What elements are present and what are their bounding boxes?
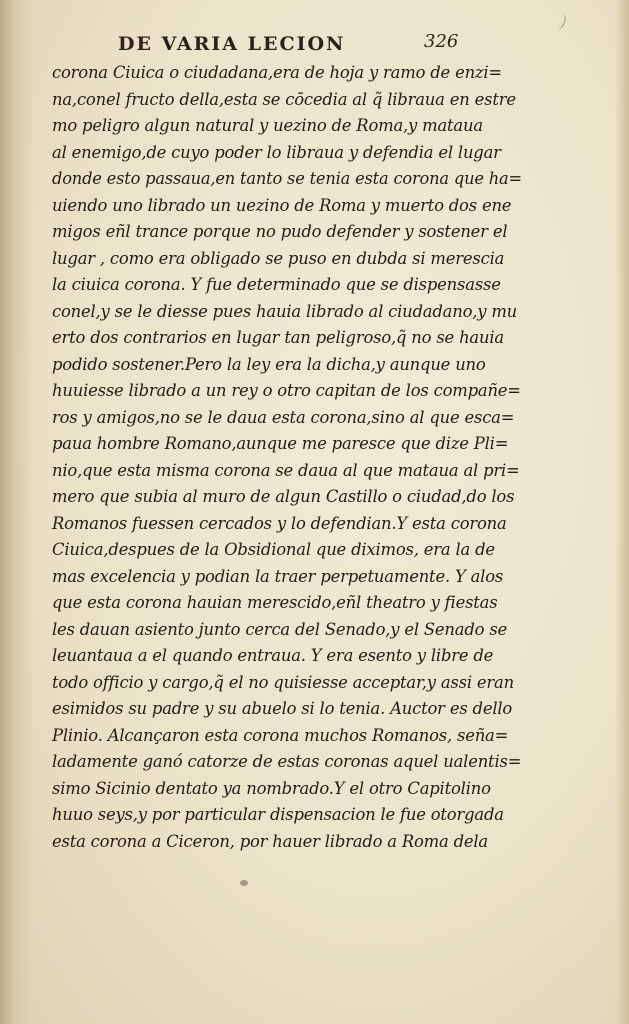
text-line: Plinio. Alcançaron esta corona muchos Romanos, seña=	[52, 725, 509, 745]
text-line: ladamente ganó catorze de estas coronas aquel ualentis=	[52, 752, 522, 771]
body-text	[52, 60, 522, 855]
text-line: na,conel fructo della,esta se cōcedia al q̃ librauа en estre	[52, 89, 516, 109]
page-header	[118, 33, 498, 59]
text-line: donde esto passaua,en tanto se tenia esta corona que ha=	[52, 169, 522, 188]
text-line: al enemigo,de cuyo poder lo librauа y defendia el lugar	[52, 142, 501, 162]
text-line: todo officio y cargo,q̃ el no quisiesse acceptar,y assi eran	[52, 672, 514, 692]
text-line: podido sostener.Pero la ley era la dicha,y aunque uno	[52, 354, 486, 374]
text-line: ros y amigos,no se le daua esta corona,sino al que esca=	[52, 407, 515, 427]
text-line: esimidos su padre y su abuelo si lo tenia. Auctor es dello	[52, 699, 513, 718]
text-line: esta corona a Ciceron, por hauer librado a Roma dela	[52, 831, 489, 851]
text-line: simo Sicinio dentato ya nombrado.Y el otro Capitolino	[52, 778, 491, 798]
text-line: migos eñl trance porque no pudo defender y sostener el	[52, 222, 508, 241]
text-line: les dauan asiento junto cerca del Senado,y el Senado se	[52, 619, 508, 639]
page-number: 326	[424, 31, 459, 52]
text-line: conel,y se le diesse pues hauia librado al ciudadano,y mu	[52, 301, 518, 321]
text-line: leuantaua a el quando entraua. Y era esento y libre de	[52, 646, 494, 665]
text-line: Romanos fuessen cercados y lo defendian.Y esta corona	[52, 513, 507, 533]
text-line: erto dos contrarios en lugar tan peligroso,q̃ no se hauia	[52, 328, 504, 347]
text-line: huuiesse librado a un rey o otro capitan de los compañe=	[52, 381, 521, 400]
text-line: Ciuica,despues de la Obsidional que diximos, era la de	[52, 540, 495, 559]
text-line: nio,que esta misma corona se daua al que mataua al pri=	[52, 460, 520, 480]
text-line: mero que subia al muro de algun Castillo o ciudad,do los	[52, 487, 515, 506]
text-line: paua hombre Romano,aunque me paresce que dize Pli=	[52, 434, 509, 453]
text-line: la ciuica corona. Y fue determinado que se dispensasse	[52, 275, 501, 294]
ink-blot	[240, 880, 248, 886]
pen-mark	[551, 11, 567, 32]
text-line: que esta corona hauian merescido,eñl theatro y fiestas	[52, 593, 498, 612]
running-title: DE VARIA LECION	[118, 33, 346, 55]
text-line: mas excelencia y podian la traer perpetuamente. Y alos	[52, 566, 504, 586]
text-line: corona Ciuica o ciudadana,era de hoja y ramo de enzi=	[52, 63, 502, 82]
text-line: lugar , como era obligado se puso en dubda si merescia	[52, 248, 505, 268]
text-line: huuo seys,y por particular dispensacion le fue otorgada	[52, 805, 504, 824]
text-line: mo peligro algun natural y uezino de Roma,y mataua	[52, 116, 483, 135]
text-line: uiendo uno librado un uezino de Roma y muerto dos ene	[52, 195, 512, 215]
